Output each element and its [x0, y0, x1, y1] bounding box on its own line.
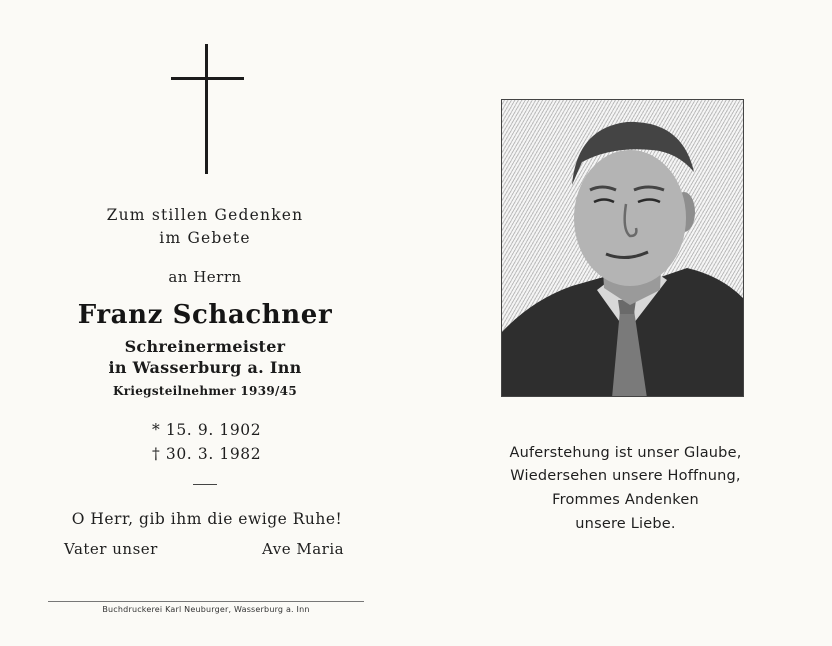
verse-line-4: unsere Liebe. — [575, 516, 676, 532]
portrait-figure — [502, 100, 744, 397]
prayer-line: O Herr, gib ihm die ewige Ruhe! — [71, 510, 343, 528]
prayer-vater-unser: Vater unser — [64, 540, 158, 558]
cross-horizontal-bar — [171, 77, 244, 80]
separator-dash — [193, 484, 217, 485]
printer-rule — [48, 601, 364, 602]
intro-line-2: im Gebete — [159, 229, 251, 247]
printer-imprint: Buchdruckerei Karl Neuburger, Wasserburg a. Inn — [102, 605, 310, 614]
prayer-ave-maria: Ave Maria — [262, 540, 345, 558]
verse-line-1: Auferstehung ist unser Glaube, — [509, 445, 742, 461]
an-herrn-line: an Herrn — [168, 268, 242, 286]
place-line: in Wasserburg a. Inn — [108, 358, 302, 377]
deceased-name: Franz Schachner — [77, 300, 333, 330]
war-service-line: Kriegsteilnehmer 1939/45 — [113, 384, 297, 398]
portrait-photo — [501, 99, 744, 397]
verse-line-3: Frommes Andenken — [552, 492, 699, 508]
cross-vertical-bar — [205, 44, 208, 174]
occupation-line: Schreinermeister — [124, 337, 286, 356]
death-date: † 30. 3. 1982 — [152, 445, 262, 463]
intro-line-1: Zum stillen Gedenken — [106, 206, 304, 224]
verse-line-2: Wiedersehen unsere Hoffnung, — [510, 468, 741, 484]
birth-date: * 15. 9. 1902 — [152, 421, 262, 439]
